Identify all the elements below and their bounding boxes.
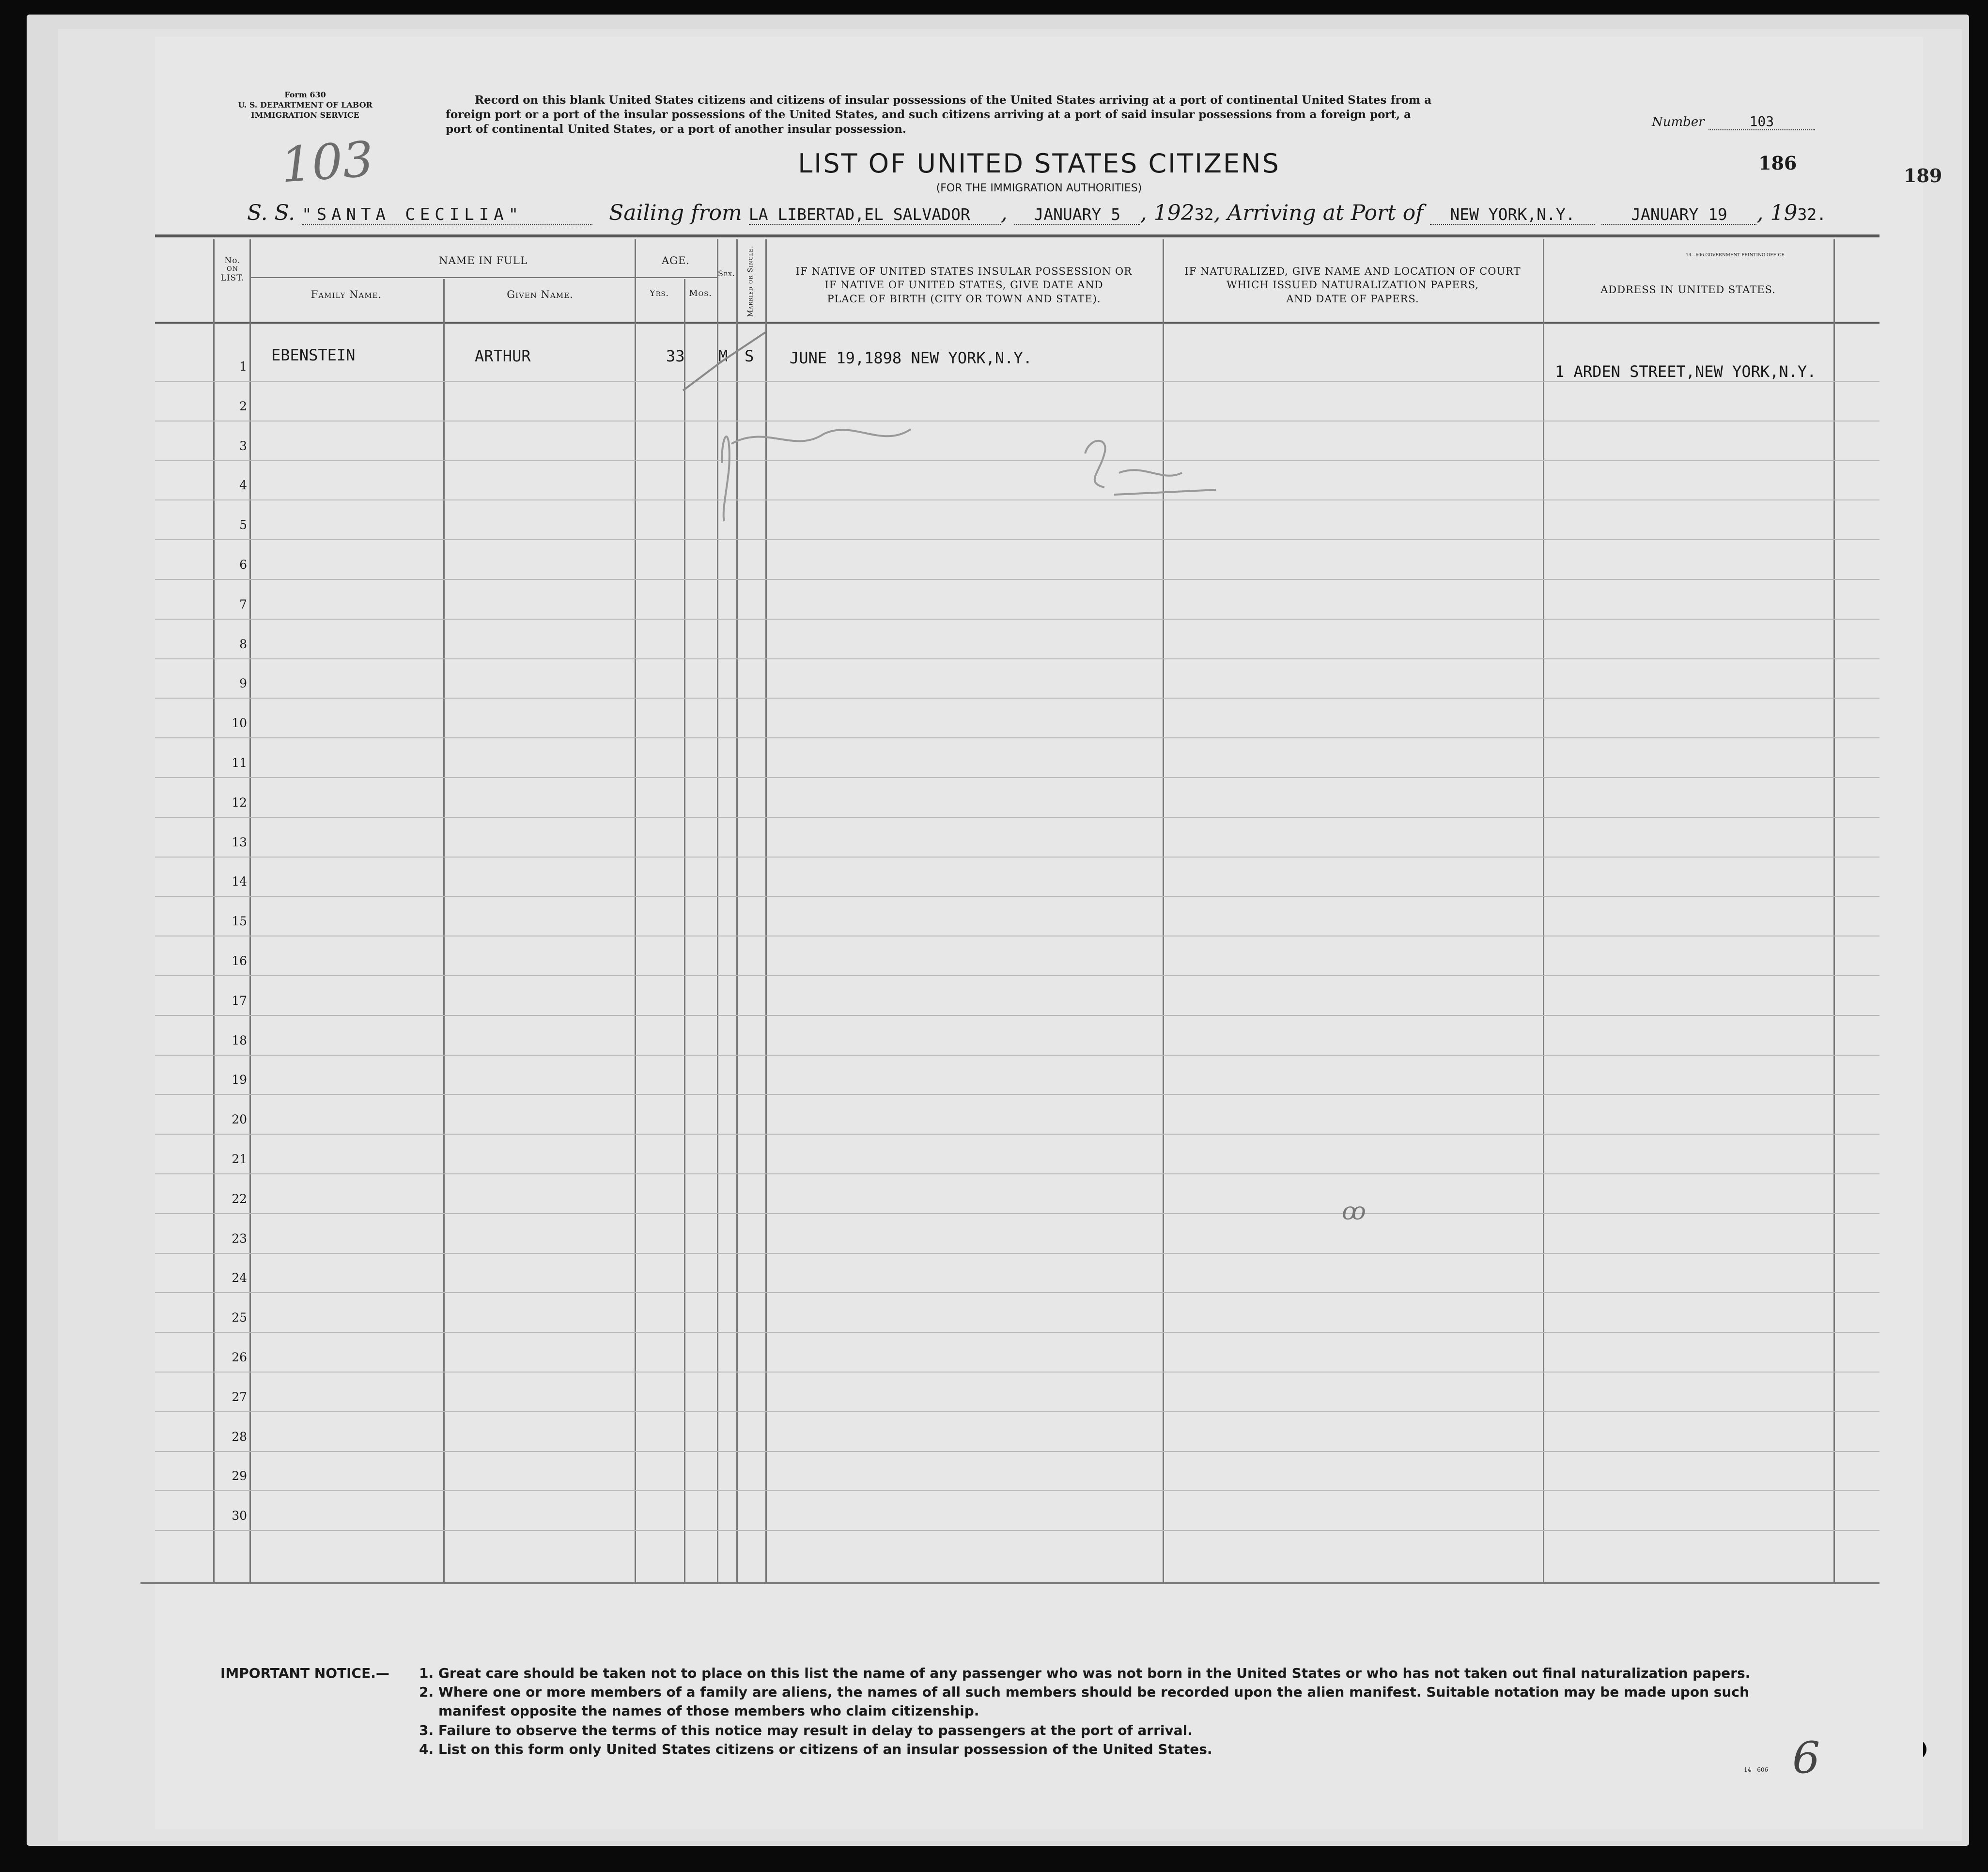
- year-prefix: 19: [1770, 201, 1798, 225]
- table-bottom-rule: [140, 1582, 1879, 1584]
- footer-code: 14—606: [1744, 1766, 1769, 1773]
- arrival-port: NEW YORK,N.Y.: [1430, 205, 1595, 225]
- row-rule: [155, 460, 1879, 461]
- row-number: 13: [232, 835, 247, 849]
- notice-item-2-cont: manifest opposite the names of those members who claim citizenship.: [438, 1703, 979, 1719]
- row-number: 26: [232, 1350, 247, 1364]
- row-rule: [155, 619, 1879, 620]
- notice-heading: IMPORTANT NOTICE.—: [220, 1665, 389, 1681]
- birth-header: [765, 265, 1163, 306]
- row-number: 21: [232, 1152, 247, 1166]
- row-rule: [155, 381, 1879, 382]
- notice-items: [419, 1664, 1872, 1759]
- row-rule: [155, 1213, 1879, 1214]
- row-number: 1: [239, 359, 247, 374]
- entry-address: 1 ARDEN STREET,NEW YORK,N.Y.: [1555, 362, 1817, 381]
- handwritten-mark: 6: [1792, 1732, 1820, 1783]
- sex-header: Sex.: [718, 269, 735, 278]
- form-agency-block: [208, 90, 402, 120]
- row-rule: [155, 1015, 1879, 1016]
- stamp-page-189: 189: [1904, 165, 1942, 187]
- form-sheet: [155, 37, 1923, 1829]
- row-number: 18: [232, 1033, 247, 1047]
- number-field: [1652, 113, 1826, 130]
- given-name-header: Given Name.: [507, 289, 574, 300]
- voyage-line: S. S. "SANTA CECILIA" Sailing from LA LIBERTAD,EL SALVADOR , JANUARY 5 , 19232, Arriving at Port of NEW YORK,N.Y. JANUARY 19 , 1932.: [247, 201, 1827, 225]
- row-number: 28: [232, 1429, 247, 1444]
- row-rule: [155, 1055, 1879, 1056]
- naturalization-header-line: AND DATE OF PAPERS.: [1286, 293, 1419, 305]
- form-title: LIST OF UNITED STATES CITIZENS: [798, 148, 1280, 179]
- row-number: 10: [232, 716, 247, 731]
- entry-given-name: ARTHUR: [475, 347, 531, 365]
- row-rule: [155, 579, 1879, 580]
- number-value: 103: [1708, 113, 1815, 130]
- row-number: 20: [232, 1112, 247, 1127]
- arrival-date: JANUARY 19: [1601, 205, 1756, 225]
- row-rule: [155, 1292, 1879, 1293]
- printer-code: 14—606 GOVERNMENT PRINTING OFFICE: [1686, 253, 1785, 258]
- entry-marital-status: S: [745, 347, 754, 365]
- from-port: LA LIBERTAD,EL SALVADOR: [749, 205, 1001, 225]
- col-on-label: ON: [226, 265, 239, 273]
- arrival-year: 32.: [1797, 205, 1827, 224]
- col-no-header: [216, 256, 249, 283]
- row-number: 27: [232, 1389, 247, 1404]
- row-number: 3: [239, 438, 247, 453]
- number-label: Number: [1652, 115, 1705, 129]
- header-bottom-rule: [155, 322, 1879, 324]
- name-in-full-header: NAME IN FULL: [439, 255, 528, 266]
- stamp-page-186: 186: [1758, 152, 1797, 174]
- form-instructions: [446, 93, 1754, 137]
- form-subtitle: (FOR THE IMMIGRATION AUTHORITIES): [936, 182, 1142, 194]
- row-rule: [155, 817, 1879, 818]
- row-number: 19: [232, 1073, 247, 1087]
- row-number: 2: [239, 399, 247, 413]
- year-prefix: 192: [1153, 201, 1195, 225]
- mos-header: Mos.: [689, 288, 712, 298]
- entry-age-years: 33: [666, 347, 685, 365]
- sail-year: 32: [1194, 205, 1214, 224]
- ss-label: S. S.: [247, 201, 295, 225]
- row-number: 30: [232, 1509, 247, 1523]
- handwritten-number: 103: [279, 130, 375, 194]
- married-header: Married or Single.: [746, 245, 755, 317]
- row-rule: [155, 1094, 1879, 1095]
- row-number: 5: [239, 518, 247, 532]
- col-no-label: No.: [224, 256, 241, 265]
- column-divider: [1833, 239, 1835, 1584]
- entry-sex: M: [718, 347, 728, 365]
- naturalization-header-line: WHICH ISSUED NATURALIZATION PAPERS,: [1227, 279, 1479, 291]
- ship-name: "SANTA CECILIA": [302, 205, 592, 225]
- notice-item-3: 3. Failure to observe the terms of this notice may result in delay to passengers at the port of arrival.: [419, 1722, 1193, 1738]
- row-number: 12: [232, 795, 247, 810]
- row-number: 7: [239, 597, 247, 611]
- notice-item-2: 2. Where one or more members of a family are aliens, the names of all such members should be recorded upon the alien manifest. Suitable notation may be made upon such: [419, 1684, 1749, 1700]
- instructions-line: Record on this blank United States citizens and citizens of insular possessions of the United States arriving at a port of continental United States from a: [475, 94, 1432, 107]
- row-rule: [155, 975, 1879, 976]
- row-rule: [155, 1134, 1879, 1135]
- notice-item-1: 1. Great care should be taken not to place on this list the name of any passenger who was not born in the United States or who has not taken out final naturalization papers.: [419, 1665, 1751, 1681]
- row-rule: [155, 1332, 1879, 1333]
- row-number: 25: [232, 1310, 247, 1325]
- row-rule: [155, 499, 1879, 500]
- birth-header-line: IF NATIVE OF UNITED STATES INSULAR POSSESSION OR: [795, 265, 1133, 277]
- stray-handwritten-mark: ꝏ: [1342, 1197, 1366, 1225]
- row-number: 16: [232, 954, 247, 968]
- naturalization-header: [1163, 265, 1543, 306]
- row-number: 22: [232, 1191, 247, 1206]
- instructions-line: port of continental United States, or a port of another insular possession.: [446, 122, 906, 136]
- age-header: AGE.: [662, 255, 690, 266]
- table-top-rule: [155, 234, 1879, 237]
- column-divider: [249, 239, 251, 1584]
- family-name-header: Family Name.: [311, 289, 382, 300]
- row-number: 11: [232, 756, 247, 770]
- row-rule: [155, 777, 1879, 778]
- yrs-header: Yrs.: [649, 288, 669, 298]
- column-divider: [443, 279, 445, 1584]
- subheader-rule: [249, 277, 717, 278]
- row-rule: [155, 1372, 1879, 1373]
- service-name: IMMIGRATION SERVICE: [251, 110, 359, 120]
- col-list-label: LIST.: [220, 273, 245, 283]
- department-name: U. S. DEPARTMENT OF LABOR: [238, 100, 373, 109]
- naturalization-header-line: IF NATURALIZED, GIVE NAME AND LOCATION OF COURT: [1184, 265, 1521, 277]
- birth-header-line: IF NATIVE OF UNITED STATES, GIVE DATE AND: [824, 279, 1103, 291]
- row-number: 8: [239, 637, 247, 651]
- row-rule: [155, 698, 1879, 699]
- entry-family-name: EBENSTEIN: [271, 346, 356, 364]
- column-divider: [1543, 239, 1544, 1584]
- row-number: 4: [239, 478, 247, 493]
- row-number: 9: [239, 676, 247, 691]
- row-rule: [155, 1253, 1879, 1254]
- form-number: Form 630: [284, 90, 326, 99]
- handwritten-annotation: [678, 308, 949, 526]
- row-rule: [155, 1411, 1879, 1412]
- row-number: 15: [232, 914, 247, 929]
- column-divider: [635, 239, 636, 1584]
- handwritten-annotation: [1075, 434, 1221, 502]
- row-number: 6: [239, 558, 247, 572]
- row-number: 17: [232, 993, 247, 1008]
- row-rule: [155, 857, 1879, 858]
- notice-item-4: 4. List on this form only United States citizens or citizens of an insular possession of the United States.: [419, 1741, 1212, 1757]
- row-rule: [155, 1173, 1879, 1174]
- entry-birth-details: JUNE 19,1898 NEW YORK,N.Y.: [790, 349, 1032, 367]
- row-number: 24: [232, 1271, 247, 1285]
- row-rule: [155, 539, 1879, 540]
- instructions-line: foreign port or a port of the insular possessions of the United States, and such citizens arriving at a port of said insular possessions from a foreign port, a: [446, 108, 1412, 121]
- row-number: 14: [232, 874, 247, 889]
- row-rule: [155, 737, 1879, 738]
- row-rule: [155, 1451, 1879, 1452]
- row-number: 23: [232, 1231, 247, 1246]
- arriving-label: , Arriving at Port of: [1213, 201, 1424, 225]
- row-rule: [155, 658, 1879, 659]
- sail-date: JANUARY 5: [1014, 205, 1140, 225]
- row-rule: [155, 1530, 1879, 1531]
- birth-header-line: PLACE OF BIRTH (CITY OR TOWN AND STATE).: [827, 293, 1101, 305]
- row-number: 29: [232, 1469, 247, 1483]
- sailing-label: Sailing from: [609, 201, 742, 225]
- address-header: ADDRESS IN UNITED STATES.: [1600, 284, 1776, 296]
- row-rule: [155, 1490, 1879, 1491]
- row-rule: [155, 896, 1879, 897]
